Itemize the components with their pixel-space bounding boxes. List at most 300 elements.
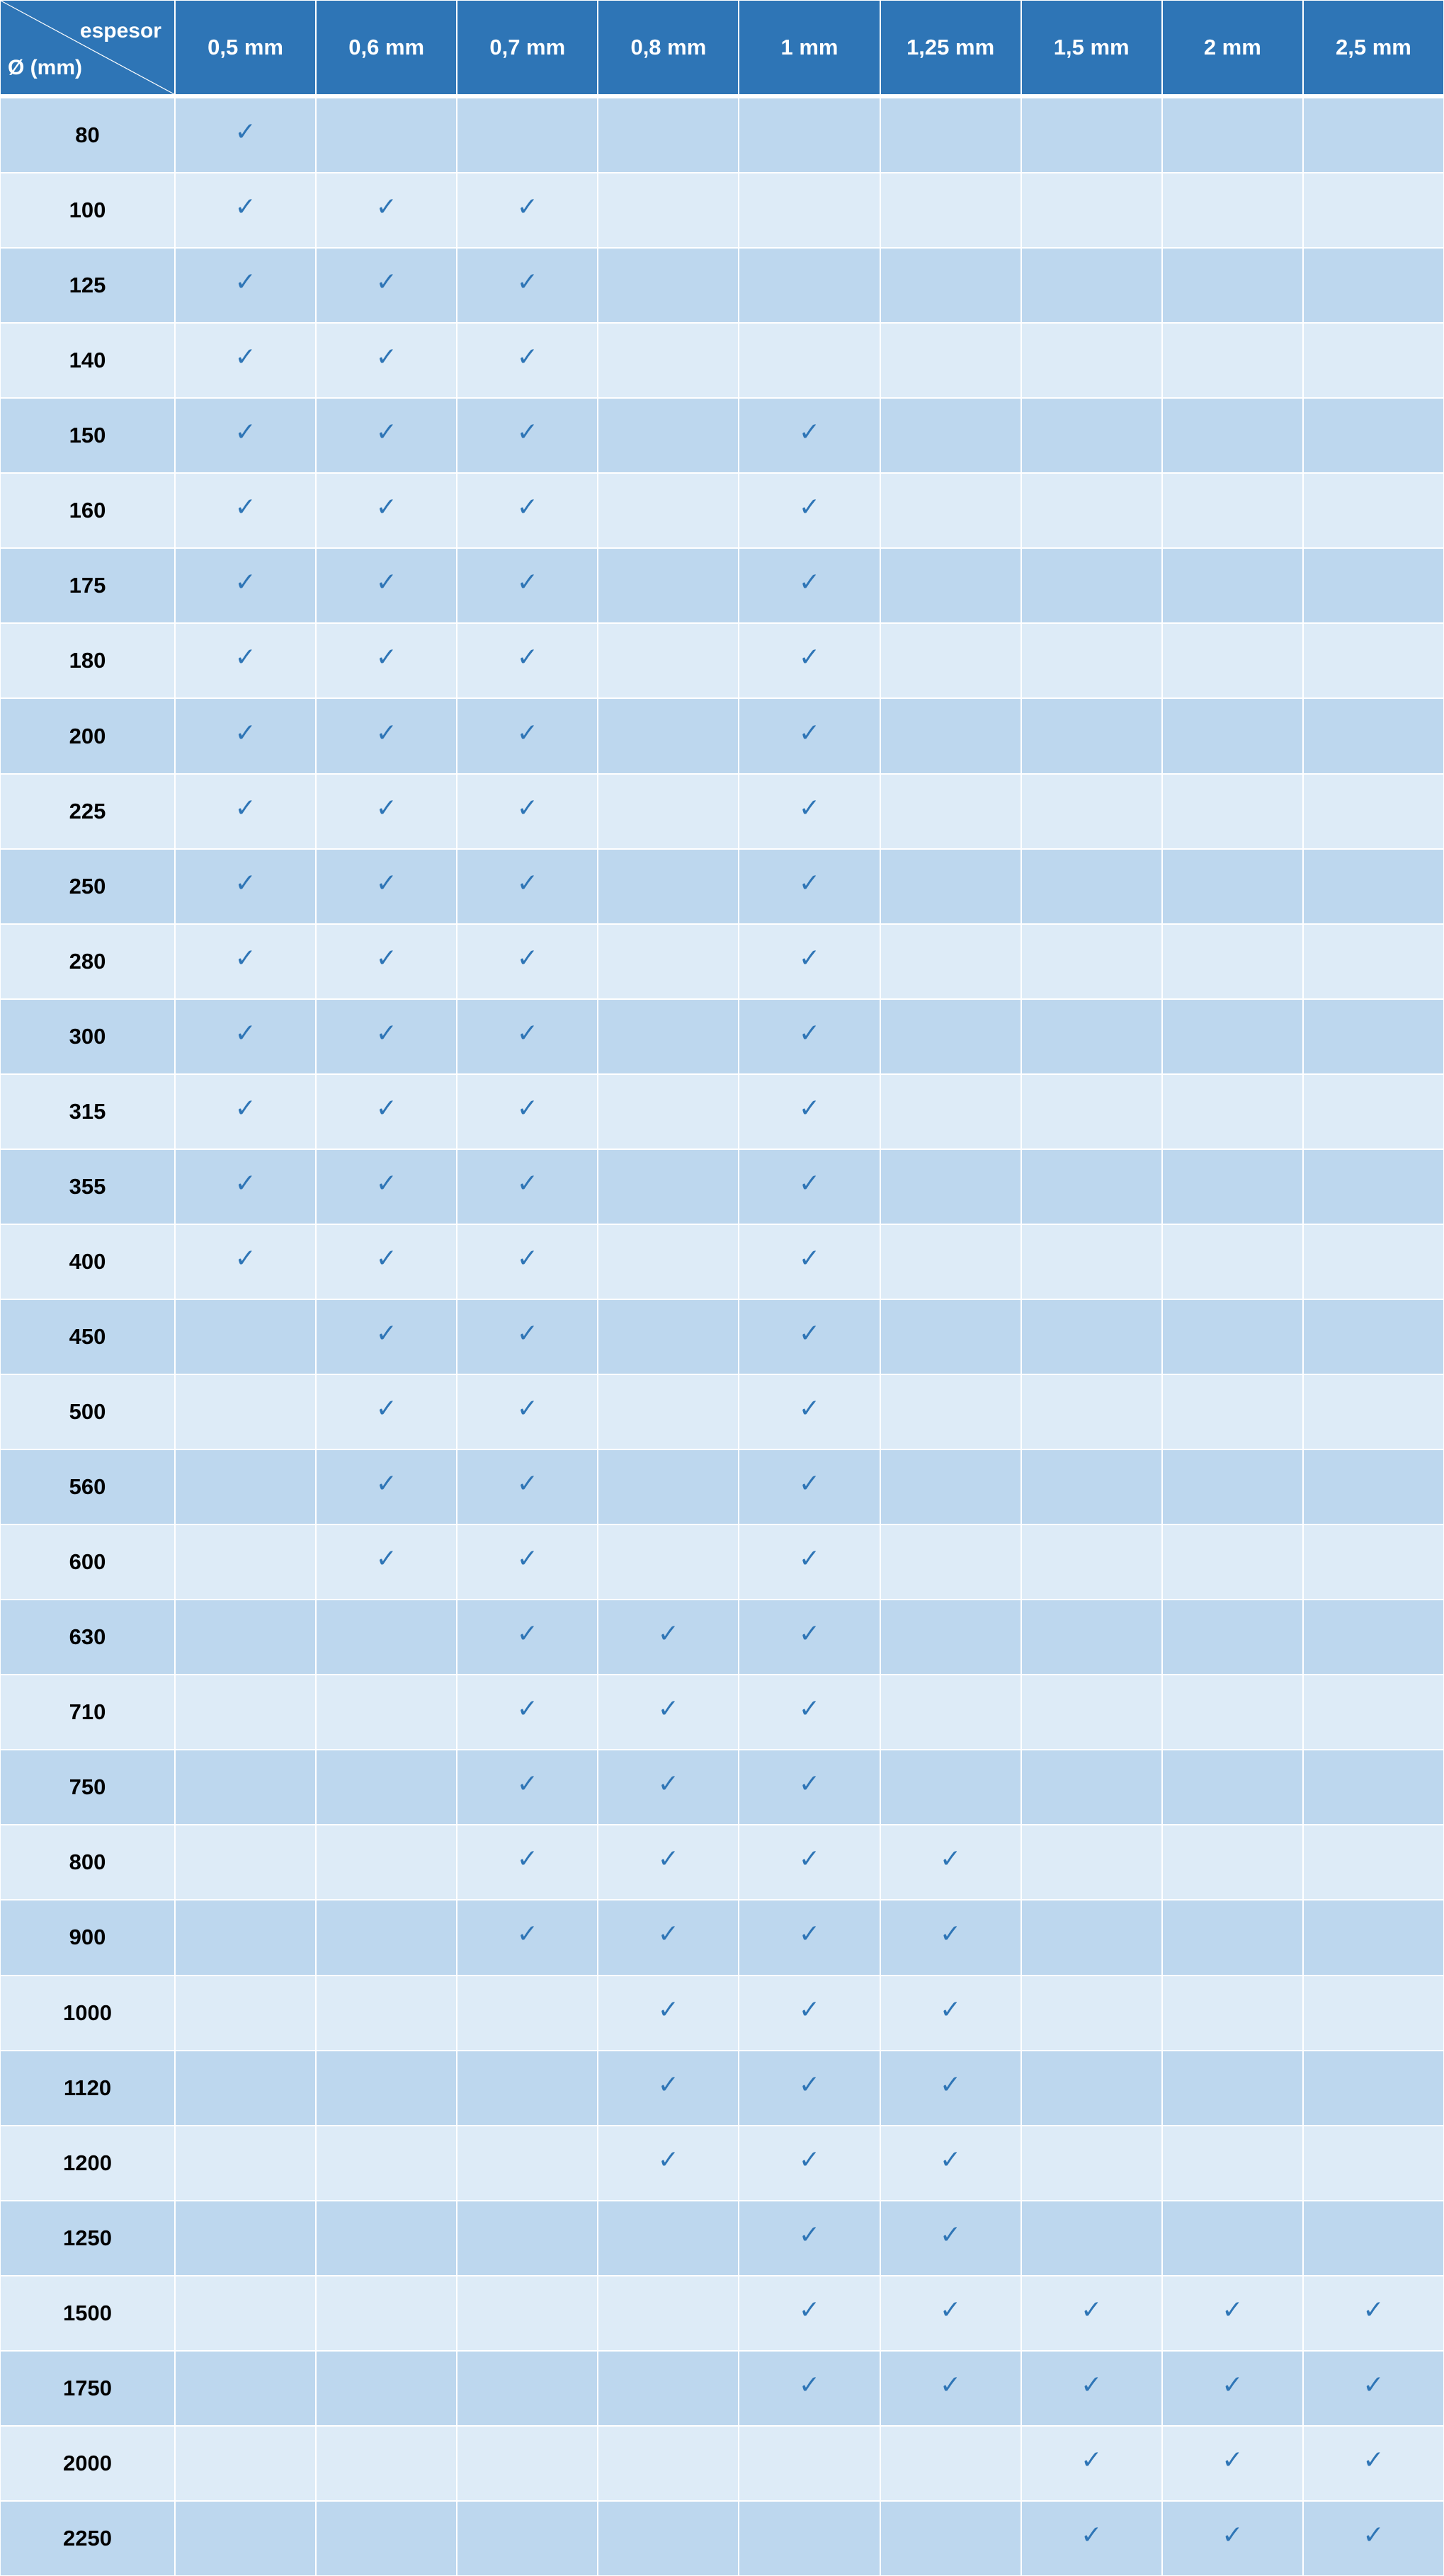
table-cell [1022, 1150, 1161, 1224]
table-cell [457, 1525, 597, 1599]
table-cell [598, 2051, 738, 2125]
check-icon: ✓ [516, 568, 538, 598]
table-cell [176, 2201, 315, 2275]
check-icon: ✓ [940, 1845, 962, 1874]
table-cell [881, 2427, 1021, 2500]
table-cell [457, 474, 597, 547]
check-icon: ✓ [375, 1544, 397, 1574]
row-diameter-label: 600 [1, 1525, 174, 1599]
check-icon: ✓ [798, 493, 821, 523]
table-cell [1163, 324, 1302, 397]
check-icon: ✓ [516, 193, 538, 222]
table-cell [1304, 1976, 1443, 2050]
table-cell [457, 775, 597, 848]
table-cell [1304, 775, 1443, 848]
table-cell [598, 1976, 738, 2050]
table-cell [1022, 1900, 1161, 1974]
check-icon: ✓ [940, 2145, 962, 2175]
check-icon: ✓ [1363, 2520, 1385, 2550]
table-cell [457, 249, 597, 322]
table-cell [1022, 1825, 1161, 1899]
table-cell [598, 474, 738, 547]
table-cell [881, 1750, 1021, 1824]
table-cell [176, 1225, 315, 1299]
table-cell [1163, 2427, 1302, 2500]
table-cell [598, 1750, 738, 1824]
table-cell [739, 1825, 879, 1899]
table-cell [598, 1075, 738, 1149]
table-cell [1163, 699, 1302, 773]
table-cell [1022, 1075, 1161, 1149]
table-cell [1022, 1675, 1161, 1749]
table-cell [1304, 2276, 1443, 2350]
table-cell [1304, 1000, 1443, 1073]
row-diameter-label: 450 [1, 1300, 174, 1374]
table-cell [1022, 2427, 1161, 2500]
check-icon: ✓ [234, 343, 256, 372]
check-icon: ✓ [375, 268, 397, 297]
table-cell [1304, 1675, 1443, 1749]
table-cell [176, 1375, 315, 1449]
table-cell [739, 1150, 879, 1224]
table-cell [1163, 624, 1302, 697]
row-diameter-label: 750 [1, 1750, 174, 1824]
row-diameter-label: 160 [1, 474, 174, 547]
check-icon: ✓ [516, 418, 538, 448]
table-cell [881, 324, 1021, 397]
table-cell [1022, 2352, 1161, 2425]
table-cell [176, 925, 315, 998]
table-cell [457, 1900, 597, 1974]
check-icon: ✓ [516, 1168, 538, 1198]
row-diameter-label: 355 [1, 1150, 174, 1224]
table-cell [1022, 249, 1161, 322]
table-cell [1022, 2201, 1161, 2275]
table-cell [739, 1000, 879, 1073]
check-icon: ✓ [516, 718, 538, 748]
table-cell [739, 1300, 879, 1374]
table-cell [457, 2126, 597, 2200]
table-cell [317, 699, 456, 773]
table-cell [176, 474, 315, 547]
table-cell [598, 1150, 738, 1224]
row-diameter-label: 1000 [1, 1976, 174, 2050]
table-cell [739, 2201, 879, 2275]
check-icon: ✓ [657, 2070, 679, 2099]
table-cell [739, 1225, 879, 1299]
table-cell [1163, 1600, 1302, 1674]
table-cell [739, 775, 879, 848]
table-cell [739, 1525, 879, 1599]
table-cell [1163, 2051, 1302, 2125]
row-diameter-label: 225 [1, 775, 174, 848]
check-icon: ✓ [798, 2295, 821, 2325]
table-cell [317, 1900, 456, 1974]
table-cell [598, 549, 738, 622]
table-cell [457, 1750, 597, 1824]
row-diameter-label: 1120 [1, 2051, 174, 2125]
table-cell [598, 925, 738, 998]
check-icon: ✓ [657, 1845, 679, 1874]
check-icon: ✓ [234, 493, 256, 523]
table-cell [1022, 474, 1161, 547]
table-cell [1022, 850, 1161, 923]
row-diameter-label: 80 [1, 98, 174, 172]
table-cell [176, 1976, 315, 2050]
table-cell [317, 1225, 456, 1299]
check-icon: ✓ [516, 1469, 538, 1499]
table-cell [317, 474, 456, 547]
row-diameter-label: 900 [1, 1900, 174, 1974]
row-diameter-label: 150 [1, 399, 174, 472]
table-cell [457, 98, 597, 172]
check-icon: ✓ [516, 343, 538, 372]
check-icon: ✓ [657, 1769, 679, 1799]
table-cell [1163, 925, 1302, 998]
table-cell [176, 98, 315, 172]
table-cell [457, 1976, 597, 2050]
table-cell [176, 1525, 315, 1599]
table-cell [598, 2126, 738, 2200]
check-icon: ✓ [234, 643, 256, 673]
table-cell [1304, 2427, 1443, 2500]
table-cell [739, 2502, 879, 2575]
table-cell [881, 249, 1021, 322]
table-cell [598, 2427, 738, 2500]
table-cell [739, 249, 879, 322]
table-cell [457, 324, 597, 397]
diagonal-divider [1, 1, 174, 94]
table-cell [176, 1750, 315, 1824]
check-icon: ✓ [798, 1544, 821, 1574]
table-cell [881, 1300, 1021, 1374]
table-cell [1163, 549, 1302, 622]
table-cell [881, 1675, 1021, 1749]
table-cell [739, 1600, 879, 1674]
table-cell [739, 1900, 879, 1974]
check-icon: ✓ [798, 1995, 821, 2024]
table-cell [457, 399, 597, 472]
table-cell [598, 699, 738, 773]
check-icon: ✓ [375, 493, 397, 523]
check-icon: ✓ [1222, 2370, 1244, 2400]
table-cell [598, 1375, 738, 1449]
row-diameter-label: 500 [1, 1375, 174, 1449]
table-cell [1163, 249, 1302, 322]
table-cell [457, 173, 597, 247]
row-diameter-label: 1250 [1, 2201, 174, 2275]
table-cell [1163, 1225, 1302, 1299]
table-cell [1304, 1375, 1443, 1449]
table-cell [598, 1525, 738, 1599]
table-cell [739, 173, 879, 247]
table-cell [457, 2427, 597, 2500]
row-diameter-label: 1200 [1, 2126, 174, 2200]
check-icon: ✓ [234, 193, 256, 222]
table-cell [881, 2502, 1021, 2575]
table-cell [739, 2276, 879, 2350]
check-icon: ✓ [1222, 2295, 1244, 2325]
table-cell [598, 1225, 738, 1299]
check-icon: ✓ [234, 1093, 256, 1123]
table-cell [1022, 699, 1161, 773]
row-diameter-label: 200 [1, 699, 174, 773]
check-icon: ✓ [798, 418, 821, 448]
table-cell [881, 474, 1021, 547]
table-cell [739, 699, 879, 773]
table-cell [1163, 1450, 1302, 1524]
table-cell [176, 1675, 315, 1749]
row-diameter-label: 125 [1, 249, 174, 322]
table-cell [598, 399, 738, 472]
check-icon: ✓ [375, 1394, 397, 1424]
table-cell [1163, 1976, 1302, 2050]
table-cell [598, 624, 738, 697]
table-cell [317, 775, 456, 848]
check-icon: ✓ [798, 943, 821, 973]
row-diameter-label: 400 [1, 1225, 174, 1299]
table-cell [881, 1825, 1021, 1899]
check-icon: ✓ [1222, 2445, 1244, 2475]
check-icon: ✓ [798, 2070, 821, 2099]
table-cell [457, 1150, 597, 1224]
check-icon: ✓ [1363, 2370, 1385, 2400]
table-cell [881, 699, 1021, 773]
table-cell [1022, 1976, 1161, 2050]
table-cell [739, 1075, 879, 1149]
table-cell [881, 98, 1021, 172]
table-cell [457, 1225, 597, 1299]
check-icon: ✓ [516, 1093, 538, 1123]
table-cell [881, 1225, 1021, 1299]
table-cell [881, 173, 1021, 247]
table-cell [317, 2502, 456, 2575]
table-cell [457, 1075, 597, 1149]
table-cell [1304, 474, 1443, 547]
table-cell [317, 1675, 456, 1749]
check-icon: ✓ [798, 568, 821, 598]
table-cell [176, 249, 315, 322]
table-cell [1022, 1525, 1161, 1599]
table-cell [881, 2126, 1021, 2200]
table-cell [881, 1600, 1021, 1674]
table-cell [457, 1000, 597, 1073]
check-icon: ✓ [798, 2220, 821, 2250]
row-diameter-label: 630 [1, 1600, 174, 1674]
table-cell [1304, 98, 1443, 172]
check-icon: ✓ [516, 793, 538, 823]
table-cell [881, 624, 1021, 697]
table-cell [739, 2126, 879, 2200]
check-icon: ✓ [516, 1544, 538, 1574]
check-icon: ✓ [1363, 2445, 1385, 2475]
table-cell [457, 2051, 597, 2125]
table-cell [1022, 549, 1161, 622]
table-cell [176, 324, 315, 397]
table-cell [457, 1450, 597, 1524]
check-icon: ✓ [1363, 2295, 1385, 2325]
table-cell [598, 2201, 738, 2275]
table-cell [1022, 1225, 1161, 1299]
table-cell [317, 324, 456, 397]
table-cell [1163, 1900, 1302, 1974]
table-cell [457, 1825, 597, 1899]
table-cell [1304, 1900, 1443, 1974]
table-cell [317, 1375, 456, 1449]
table-cell [1304, 173, 1443, 247]
check-icon: ✓ [1222, 2520, 1244, 2550]
row-diameter-label: 175 [1, 549, 174, 622]
column-header: 1,25 mm [881, 1, 1021, 94]
table-cell [457, 699, 597, 773]
table-cell [1163, 474, 1302, 547]
row-diameter-label: 2000 [1, 2427, 174, 2500]
table-cell [739, 624, 879, 697]
table-cell [739, 98, 879, 172]
column-header: 2,5 mm [1304, 1, 1443, 94]
table-cell [317, 2352, 456, 2425]
check-icon: ✓ [234, 718, 256, 748]
table-cell [1022, 1300, 1161, 1374]
table-cell [176, 699, 315, 773]
table-cell [1163, 775, 1302, 848]
table-cell [176, 624, 315, 697]
check-icon: ✓ [657, 1619, 679, 1649]
table-cell [317, 1000, 456, 1073]
table-cell [598, 1000, 738, 1073]
table-cell [457, 1675, 597, 1749]
table-cell [1163, 1750, 1302, 1824]
table-cell [457, 2276, 597, 2350]
table-cell [881, 1900, 1021, 1974]
table-cell [176, 1300, 315, 1374]
table-cell [1163, 1825, 1302, 1899]
table-cell [176, 1825, 315, 1899]
table-cell [1304, 699, 1443, 773]
table-cell [317, 1600, 456, 1674]
table-cell [176, 2051, 315, 2125]
check-icon: ✓ [516, 493, 538, 523]
table-cell [881, 925, 1021, 998]
check-icon: ✓ [1081, 2520, 1103, 2550]
table-cell [739, 1750, 879, 1824]
check-icon: ✓ [375, 1243, 397, 1273]
table-cell [317, 1525, 456, 1599]
check-icon: ✓ [798, 2370, 821, 2400]
table-cell [881, 1375, 1021, 1449]
column-header: 1 mm [739, 1, 879, 94]
table-cell [1163, 2502, 1302, 2575]
check-icon: ✓ [798, 868, 821, 898]
table-cell [457, 2201, 597, 2275]
check-icon: ✓ [234, 1243, 256, 1273]
table-cell [317, 2427, 456, 2500]
check-icon: ✓ [234, 268, 256, 297]
table-cell [176, 2126, 315, 2200]
table-cell [598, 2502, 738, 2575]
table-cell [317, 1300, 456, 1374]
check-icon: ✓ [657, 1920, 679, 1949]
table-cell [457, 1600, 597, 1674]
table-cell [739, 2352, 879, 2425]
table-cell [317, 2201, 456, 2275]
table-cell [176, 549, 315, 622]
check-icon: ✓ [234, 868, 256, 898]
table-cell [1163, 1075, 1302, 1149]
table-cell [1304, 399, 1443, 472]
check-icon: ✓ [940, 2070, 962, 2099]
column-header: 0,5 mm [176, 1, 315, 94]
check-icon: ✓ [798, 1469, 821, 1499]
table-cell [1163, 1300, 1302, 1374]
table-cell [317, 1750, 456, 1824]
table-cell [317, 549, 456, 622]
check-icon: ✓ [798, 1318, 821, 1348]
table-cell [1022, 173, 1161, 247]
table-cell [1304, 1225, 1443, 1299]
table-cell [457, 549, 597, 622]
table-cell [598, 249, 738, 322]
table-cell [1163, 1000, 1302, 1073]
check-icon: ✓ [940, 2220, 962, 2250]
check-icon: ✓ [798, 718, 821, 748]
table-cell [1163, 1375, 1302, 1449]
table-cell [1304, 1300, 1443, 1374]
check-icon: ✓ [798, 1243, 821, 1273]
check-icon: ✓ [516, 943, 538, 973]
row-diameter-label: 560 [1, 1450, 174, 1524]
table-cell [176, 2276, 315, 2350]
check-icon: ✓ [234, 568, 256, 598]
table-cell [1163, 2201, 1302, 2275]
table-cell [881, 549, 1021, 622]
table-cell [176, 1075, 315, 1149]
table-cell [176, 2352, 315, 2425]
check-icon: ✓ [516, 643, 538, 673]
table-cell [598, 850, 738, 923]
table-cell [176, 775, 315, 848]
table-cell [176, 1000, 315, 1073]
check-icon: ✓ [375, 568, 397, 598]
table-cell [1022, 1600, 1161, 1674]
check-icon: ✓ [375, 718, 397, 748]
table-cell [176, 850, 315, 923]
table-cell [1022, 1375, 1161, 1449]
table-cell [317, 624, 456, 697]
row-diameter-label: 300 [1, 1000, 174, 1073]
check-icon: ✓ [516, 1920, 538, 1949]
table-cell [739, 925, 879, 998]
table-cell [598, 2276, 738, 2350]
check-icon: ✓ [375, 793, 397, 823]
check-icon: ✓ [375, 868, 397, 898]
table-cell [317, 98, 456, 172]
check-icon: ✓ [234, 793, 256, 823]
row-diameter-label: 1750 [1, 2352, 174, 2425]
table-cell [739, 549, 879, 622]
table-cell [317, 249, 456, 322]
table-cell [1163, 2126, 1302, 2200]
table-cell [176, 2427, 315, 2500]
table-cell [1304, 1075, 1443, 1149]
check-icon: ✓ [516, 1318, 538, 1348]
table-cell [1022, 324, 1161, 397]
table-cell [1304, 2126, 1443, 2200]
check-icon: ✓ [798, 1619, 821, 1649]
check-icon: ✓ [798, 1920, 821, 1949]
table-cell [317, 1976, 456, 2050]
table-cell [457, 850, 597, 923]
